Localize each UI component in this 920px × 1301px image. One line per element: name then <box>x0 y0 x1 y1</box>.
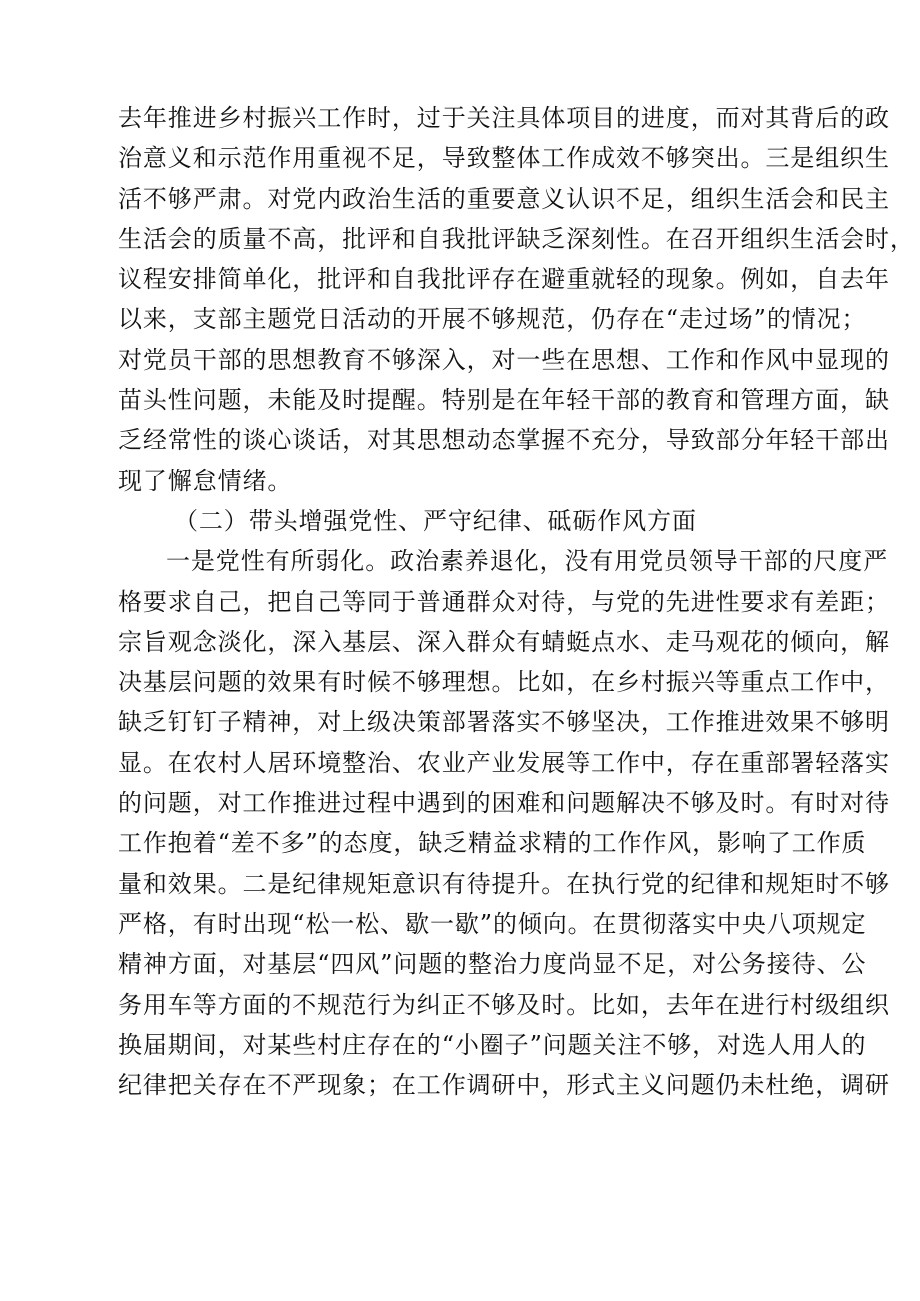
paragraph-line: 换届期间，对某些村庄存在的“小圈子”问题关注不够，对选人用人的 <box>118 1030 867 1059</box>
paragraph-line: 显。在农村人居环境整治、农业产业发展等工作中，存在重部署轻落实 <box>118 748 890 777</box>
paragraph-line: 去年推进乡村振兴工作时，过于关注具体项目的进度，而对其背后的政 <box>118 104 890 132</box>
paragraph-line: 缺乏钉钉子精神，对上级决策部署落实不够坚决，工作推进效果不够明 <box>118 708 890 737</box>
paragraph-line: 议程安排简单化，批评和自我批评存在避重就轻的现象。例如，自去年 <box>118 265 890 294</box>
paragraph-line: 量和效果。二是纪律规矩意识有待提升。在执行党的纪律和规矩时不够 <box>118 869 890 898</box>
paragraph-line: 严格，有时出现“松一松、歇一歇”的倾向。在贯彻落实中央八项规定 <box>118 909 867 938</box>
paragraph-line: 活不够严肃。对党内政治生活的重要意义认识不足，组织生活会和民主 <box>118 184 890 213</box>
paragraph-line: 工作抱着“差不多”的态度，缺乏精益求精的工作作风，影响了工作质 <box>118 829 867 858</box>
paragraph-line: 精神方面，对基层“四风”问题的整治力度尚显不足，对公务接待、公 <box>118 950 867 979</box>
paragraph-line: 以来，支部主题党日活动的开展不够规范，仍存在“走过场”的情况； <box>118 305 867 334</box>
paragraph-line: 决基层问题的效果有时候不够理想。比如，在乡村振兴等重点工作中， <box>118 668 890 697</box>
paragraph-line: 现了懈怠情绪。 <box>118 466 293 495</box>
paragraph-line: 对党员干部的思想教育不够深入，对一些在思想、工作和作风中显现的 <box>118 345 890 374</box>
paragraph-line: 务用车等方面的不规范行为纠正不够及时。比如，去年在进行村级组织 <box>118 990 890 1019</box>
paragraph-line: 宗旨观念淡化，深入基层、深入群众有蜻蜓点水、走马观花的倾向，解 <box>118 627 890 656</box>
document-body <box>118 98 915 1105</box>
paragraph-line: 苗头性问题，未能及时提醒。特别是在年轻干部的教育和管理方面，缺 <box>118 386 890 415</box>
paragraph-line: 的问题，对工作推进过程中遇到的困难和问题解决不够及时。有时对待 <box>118 789 890 818</box>
section-heading: （二）带头增强党性、严守纪律、砥砺作风方面 <box>174 506 697 535</box>
paragraph-line: 生活会的质量不高，批评和自我批评缺乏深刻性。在召开组织生活会时， <box>118 224 915 253</box>
paragraph-line: 治意义和示范作用重视不足，导致整体工作成效不够突出。三是组织生 <box>118 144 890 173</box>
paragraph-line: 乏经常性的谈心谈话，对其思想动态掌握不充分，导致部分年轻干部出 <box>118 426 890 455</box>
paragraph-line: 格要求自己，把自己等同于普通群众对待，与党的先进性要求有差距； <box>118 587 890 616</box>
paragraph-line: 纪律把关存在不严现象；在工作调研中，形式主义问题仍未杜绝，调研 <box>118 1071 890 1100</box>
paragraph-line: 一是党性有所弱化。政治素养退化，没有用党员领导干部的尺度严 <box>166 547 889 576</box>
